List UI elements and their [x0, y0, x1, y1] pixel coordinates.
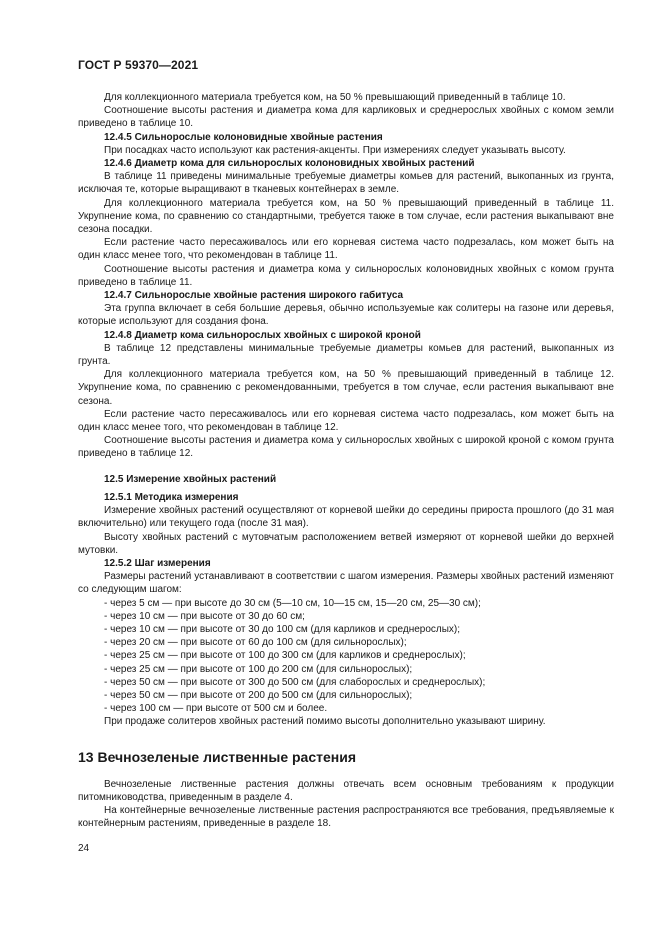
- document-id-header: ГОСТ Р 59370—2021: [78, 58, 199, 72]
- paragraph: Измерение хвойных растений осуществляют от корневой шейки до середины прироста прошлого (до 31 мая включительно) или текущего года (после 31 мая).: [78, 505, 614, 530]
- list-item: - через 25 см — при высоте от 100 до 200 см (для сильнорослых);: [104, 663, 413, 675]
- paragraph: Если растение часто пересаживалось или его корневая система часто подрезалась, ком может быть на один класс менее того, что рекомендован в таблице 11.: [78, 237, 614, 262]
- subsection-heading: 12.4.8 Диаметр кома сильнорослых хвойных с широкой кроной: [104, 329, 421, 341]
- subsection-heading: 12.4.6 Диаметр кома для сильнорослых колоновидных хвойных растений: [104, 158, 475, 170]
- paragraph: Для коллекционного материала требуется ком, на 50 % превышающий приведенный в таблице 10.: [104, 92, 566, 103]
- list-item: - через 50 см — при высоте от 200 до 500 см (для сильнорослых);: [104, 689, 413, 701]
- section-heading: 13 Вечнозеленые лиственные растения: [78, 748, 356, 765]
- paragraph: Высоту хвойных растений с мутовчатым расположением ветвей измеряют от корневой шейки до верхней мутовки.: [78, 531, 614, 556]
- list-item: - через 10 см — при высоте от 30 до 60 см;: [104, 610, 305, 622]
- list-item: - через 25 см — при высоте от 100 до 300 см (для карликов и среднерослых);: [104, 650, 466, 662]
- paragraph: Соотношение высоты растения и диаметра кома у сильнорослых хвойных с широкой кроной с комом грунта приведено в таблице 12.: [78, 435, 614, 460]
- paragraph: При продаже солитеров хвойных растений помимо высоты дополнительно указывают ширину.: [104, 716, 546, 728]
- list-item: - через 50 см — при высоте от 300 до 500 см (для слаборослых и среднерослых);: [104, 676, 486, 688]
- paragraph: При посадках часто используют как растения-акценты. При измерениях следует указывать высоту.: [104, 144, 566, 156]
- list-item: - через 100 см — при высоте от 500 см и более.: [104, 703, 328, 715]
- paragraph: На контейнерные вечнозеленые лиственные растения распространяются все требования, предъявляемые к контейнерным растениям, приведенные в разделе 18.: [78, 804, 614, 830]
- paragraph: Соотношение высоты растения и диаметра кома для карликовых и среднерослых хвойных с комом земли приведено в таблице 10.: [78, 105, 614, 130]
- list-item: - через 5 см — при высоте до 30 см (5—10 см, 10—15 см, 15—20 см, 25—30 см);: [104, 597, 481, 609]
- paragraph: Соотношение высоты растения и диаметра кома у сильнорослых колоновидных хвойных с комом грунта приведено в таблице 11.: [78, 263, 614, 288]
- subsection-heading: 12.4.7 Сильнорослые хвойные растения широкого габитуса: [104, 290, 404, 302]
- subsection-heading: 12.5.2 Шаг измерения: [104, 557, 211, 569]
- paragraph: Если растение часто пересаживалось или его корневая система часто подрезалась, ком может быть на один класс менее того, что рекомендован в таблице 12.: [78, 408, 614, 434]
- paragraph: Эта группа включает в себя большие деревья, обычно используемые как солитеры на газоне или деревья, которые используют для создания фона.: [78, 303, 614, 328]
- paragraph: В таблице 12 представлены минимальные требуемые диаметры комьев для растений, выкопанных из грунта.: [78, 342, 614, 368]
- paragraph: Вечнозеленые лиственные растения должны отвечать всем основным требованиям к продукции питомниководства, приведенным в разделе 4.: [78, 778, 614, 803]
- paragraph: Для коллекционного материала требуется ком, на 50 % превышающий приведенный в таблице 12. Укрупнение кома, по сравнению с рекомендованными, требуется в том случае, если растения выкапывают вне сезона.: [78, 369, 614, 407]
- subsection-heading: 12.5 Измерение хвойных растений: [104, 473, 277, 485]
- list-item: - через 20 см — при высоте от 60 до 100 см (для сильнорослых);: [104, 637, 407, 649]
- page-number: 24: [78, 843, 90, 854]
- page-body: [78, 91, 614, 830]
- list-item: - через 10 см — при высоте от 30 до 100 см (для карликов и среднерослых);: [104, 623, 461, 635]
- subsection-heading: 12.4.5 Сильнорослые колоновидные хвойные растения: [104, 131, 383, 143]
- paragraph: Размеры растений устанавливают в соответствии с шагом измерения. Размеры хвойных растений изменяют со следующим шагом:: [78, 571, 614, 596]
- subsection-heading: 12.5.1 Методика измерения: [104, 491, 239, 503]
- paragraph: Для коллекционного материала требуется ком, на 50 % превышающий приведенный в таблице 11. Укрупнение кома, по сравнению со стандартными, требуется также в том случае, если растения выкапывают вне сезона посадки.: [78, 197, 614, 236]
- paragraph: В таблице 11 приведены минимальные требуемые диаметры комьев для растений, выкопанных из грунта, исключая те, которые выращивают в тканевых контейнерах в земле.: [78, 171, 614, 196]
